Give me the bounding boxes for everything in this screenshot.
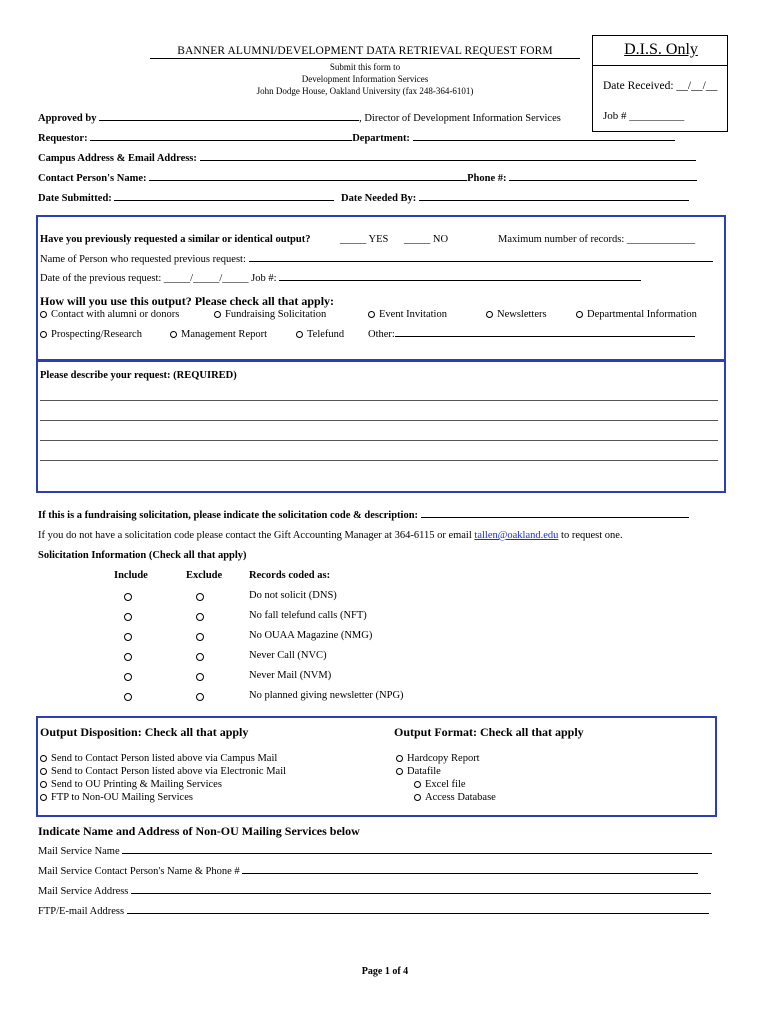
previous-person-label: Name of Person who requested previous request: xyxy=(40,254,246,265)
option-fundraising[interactable]: Fundraising Solicitation xyxy=(214,309,326,320)
header-rule xyxy=(150,58,580,59)
contact-person-row xyxy=(38,173,697,184)
records-coded-label: No OUAA Magazine (NMG) xyxy=(249,630,373,641)
radio-icon xyxy=(396,755,403,762)
previous-job-field[interactable] xyxy=(279,280,641,281)
other-field[interactable] xyxy=(395,336,695,337)
dis-only-box xyxy=(592,35,728,132)
include-radio-icon[interactable] xyxy=(124,693,132,701)
dis-divider xyxy=(593,65,727,66)
email-link[interactable]: tallen@oakland.edu xyxy=(474,530,559,541)
approved-by-field[interactable] xyxy=(99,120,359,121)
describe-line-1[interactable] xyxy=(40,400,718,401)
radio-icon xyxy=(486,311,493,318)
campus-address-field[interactable] xyxy=(200,160,696,161)
records-coded-label: No planned giving newsletter (NPG) xyxy=(249,690,404,701)
ftp-email-field[interactable] xyxy=(127,913,709,914)
radio-icon xyxy=(40,331,47,338)
department-field[interactable] xyxy=(413,140,675,141)
no-option[interactable]: _____ NO xyxy=(404,234,449,245)
solicitation-code-label: If this is a fundraising solicitation, please indicate the solicitation code & description: xyxy=(38,510,419,521)
radio-icon xyxy=(40,755,47,762)
include-radio-icon[interactable] xyxy=(124,653,132,661)
phone-label: Phone #: xyxy=(467,173,507,184)
describe-line-4[interactable] xyxy=(40,460,718,461)
records-coded-label: Never Call (NVC) xyxy=(249,650,327,661)
option-management[interactable]: Management Report xyxy=(170,329,267,340)
radio-icon xyxy=(296,331,303,338)
disposition-title: Output Disposition: Check all that apply xyxy=(40,725,249,739)
header-subtitle-1: Submit this form to xyxy=(329,62,401,72)
option-contact-alumni[interactable]: Contact with alumni or donors xyxy=(40,309,179,320)
disposition-ou-printing[interactable]: Send to OU Printing & Mailing Services xyxy=(40,779,222,790)
disposition-electronic-mail[interactable]: Send to Contact Person listed above via Electronic Mail xyxy=(40,766,286,777)
format-excel[interactable]: Excel file xyxy=(414,779,466,790)
date-submitted-field[interactable] xyxy=(114,200,334,201)
approved-by-label: Approved by xyxy=(38,113,97,124)
previous-date-label[interactable]: Date of the previous request: _____/_____/_____ Job #: xyxy=(40,273,277,284)
include-radio-icon[interactable] xyxy=(124,593,132,601)
format-access[interactable]: Access Database xyxy=(414,792,496,803)
option-other[interactable] xyxy=(368,329,695,340)
option-telefund[interactable]: Telefund xyxy=(296,329,344,340)
solicitation-info-title: Solicitation Information (Check all that apply) xyxy=(38,550,247,561)
date-needed-label: Date Needed By: xyxy=(341,193,417,204)
radio-icon xyxy=(40,768,47,775)
previous-date-row xyxy=(40,273,641,284)
form-title: BANNER ALUMNI/DEVELOPMENT DATA RETRIEVAL REQUEST FORM xyxy=(177,45,553,57)
mail-contact-row xyxy=(38,866,698,877)
records-coded-label: Never Mail (NVM) xyxy=(249,670,332,681)
exclude-radio-icon[interactable] xyxy=(196,693,204,701)
page-number: Page 1 of 4 xyxy=(361,966,409,977)
mail-service-name-row xyxy=(38,846,712,857)
ftp-email-row xyxy=(38,906,709,917)
radio-icon xyxy=(576,311,583,318)
requestor-row xyxy=(38,133,675,144)
mail-address-field[interactable] xyxy=(131,893,711,894)
option-newsletters[interactable]: Newsletters xyxy=(486,309,547,320)
include-radio-icon[interactable] xyxy=(124,633,132,641)
exclude-radio-icon[interactable] xyxy=(196,633,204,641)
mail-contact-field[interactable] xyxy=(242,873,698,874)
mail-service-name-field[interactable] xyxy=(122,853,712,854)
radio-icon xyxy=(40,311,47,318)
col-exclude: Exclude xyxy=(186,570,223,581)
include-radio-icon[interactable] xyxy=(124,673,132,681)
exclude-radio-icon[interactable] xyxy=(196,653,204,661)
include-radio-icon[interactable] xyxy=(124,613,132,621)
option-event[interactable]: Event Invitation xyxy=(368,309,447,320)
exclude-radio-icon[interactable] xyxy=(196,593,204,601)
solicitation-code-field[interactable] xyxy=(421,517,689,518)
option-prospecting[interactable]: Prospecting/Research xyxy=(40,329,142,340)
format-title: Output Format: Check all that apply xyxy=(394,725,584,739)
max-records-field[interactable]: Maximum number of records: _____________ xyxy=(498,234,696,245)
describe-line-3[interactable] xyxy=(40,440,718,441)
radio-icon xyxy=(214,311,221,318)
mailing-title: Indicate Name and Address of Non-OU Mailing Services below xyxy=(38,824,360,838)
requestor-label: Requestor: xyxy=(38,133,88,144)
approved-by-row xyxy=(38,113,561,124)
format-datafile[interactable]: Datafile xyxy=(396,766,441,777)
date-received-field[interactable]: Date Received: __/__/__ xyxy=(603,80,718,92)
ftp-email-label: FTP/E-mail Address xyxy=(38,906,125,917)
radio-icon xyxy=(396,768,403,775)
mail-address-label: Mail Service Address xyxy=(38,886,129,897)
requestor-field[interactable] xyxy=(90,140,352,141)
col-records: Records coded as: xyxy=(249,570,331,581)
previous-request-question: Have you previously requested a similar or identical output? xyxy=(40,234,311,245)
mail-contact-label: Mail Service Contact Person's Name & Phone # xyxy=(38,866,240,877)
radio-icon xyxy=(170,331,177,338)
header-subtitle-3: John Dodge House, Oakland University (fax 248-364-6101) xyxy=(256,86,474,96)
radio-icon xyxy=(414,794,421,801)
job-number-field[interactable]: Job # __________ xyxy=(603,110,685,122)
dis-only-title: D.I.S. Only xyxy=(624,41,698,58)
col-include: Include xyxy=(114,570,148,581)
contact-person-field[interactable] xyxy=(149,180,467,181)
radio-icon xyxy=(414,781,421,788)
radio-icon xyxy=(40,781,47,788)
usage-title: How will you use this output? Please check all that apply: xyxy=(40,294,335,308)
mail-address-row xyxy=(38,886,711,897)
date-submitted-label: Date Submitted: xyxy=(38,193,112,204)
records-coded-label: No fall telefund calls (NFT) xyxy=(249,610,367,621)
header-subtitle-2: Development Information Services xyxy=(301,74,429,84)
phone-field[interactable] xyxy=(509,180,697,181)
other-label: Other: xyxy=(368,329,395,340)
disposition-ftp[interactable]: FTP to Non-OU Mailing Services xyxy=(40,792,193,803)
yes-option[interactable]: _____ YES xyxy=(340,234,389,245)
records-coded-label: Do not solicit (DNS) xyxy=(249,590,337,601)
department-label: Department: xyxy=(352,133,410,144)
solicitation-note: If you do not have a solicitation code please contact the Gift Accounting Manager at 364-6115 or email tallen@oakland.edu to request one. xyxy=(38,530,623,541)
option-departmental[interactable]: Departmental Information xyxy=(576,309,697,320)
solicitation-code-row xyxy=(38,510,689,521)
exclude-radio-icon[interactable] xyxy=(196,613,204,621)
describe-request-label: Please describe your request: (REQUIRED) xyxy=(40,370,237,381)
format-hardcopy[interactable]: Hardcopy Report xyxy=(396,753,480,764)
dates-row xyxy=(38,193,689,204)
mail-service-name-label: Mail Service Name xyxy=(38,846,120,857)
contact-person-label: Contact Person's Name: xyxy=(38,173,147,184)
describe-line-2[interactable] xyxy=(40,420,718,421)
campus-address-label: Campus Address & Email Address: xyxy=(38,153,197,164)
approved-by-suffix: , Director of Development Information Services xyxy=(359,113,561,124)
radio-icon xyxy=(40,794,47,801)
previous-person-field[interactable] xyxy=(249,261,713,262)
campus-address-row xyxy=(38,153,696,164)
radio-icon xyxy=(368,311,375,318)
disposition-campus-mail[interactable]: Send to Contact Person listed above via Campus Mail xyxy=(40,753,277,764)
previous-person-row xyxy=(40,254,713,265)
date-needed-field[interactable] xyxy=(419,200,689,201)
exclude-radio-icon[interactable] xyxy=(196,673,204,681)
